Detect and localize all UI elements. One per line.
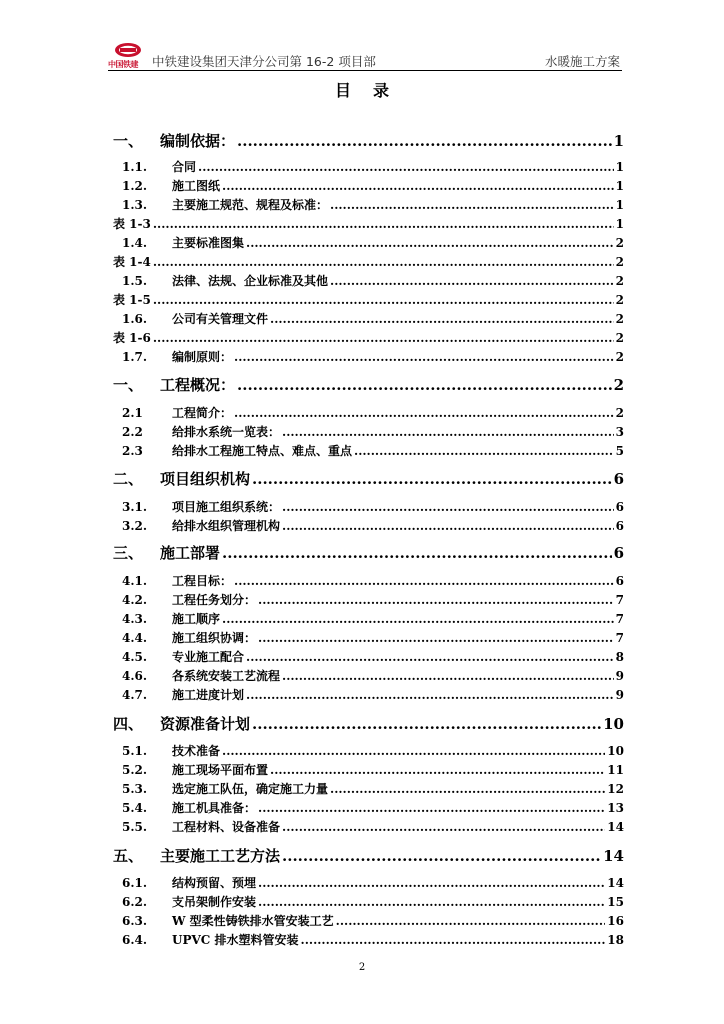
toc-leader-dots	[258, 895, 605, 909]
toc-leader-dots	[153, 255, 614, 269]
company-logo	[108, 42, 148, 70]
toc-leader-dots	[270, 312, 614, 326]
toc-entry-label: 给排水系统一览表：	[172, 425, 281, 439]
toc-entry-page: 2	[615, 236, 624, 250]
toc-entry-page: 2	[615, 293, 624, 307]
toc-entry[interactable]	[113, 196, 624, 213]
toc-entry[interactable]	[113, 742, 624, 759]
toc-entry-number: 4.6.	[122, 669, 148, 683]
toc-entry[interactable]	[113, 572, 624, 589]
toc-entry-label: 表 1-6	[113, 331, 151, 345]
toc-entry-label: W 型柔性铸铁排水管安装工艺	[172, 914, 334, 928]
toc-entry-page: 5	[615, 444, 624, 458]
toc-entry-number: 3.2.	[122, 519, 148, 533]
toc-entry-page: 14	[607, 820, 624, 834]
toc-entry-number: 4.3.	[122, 612, 148, 626]
toc-entry[interactable]	[113, 893, 624, 910]
toc-entry-page: 2	[613, 376, 624, 394]
toc-entry-page: 6	[615, 519, 624, 533]
toc-entry-page: 6	[613, 470, 624, 488]
toc-entry[interactable]	[113, 686, 624, 703]
toc-entry-number: 5.2.	[122, 763, 148, 777]
toc-entry-label: 工程简介：	[172, 406, 233, 420]
toc-entry-label: UPVC 排水塑料管安装	[172, 933, 299, 947]
page-header	[108, 40, 622, 70]
toc-entry-page: 3	[615, 425, 624, 439]
toc-leader-dots	[282, 847, 601, 865]
toc-entry[interactable]	[113, 253, 624, 270]
toc-entry-label: 表 1-3	[113, 217, 151, 231]
header-doc-title: 水暖施工方案	[544, 54, 620, 69]
toc-entry[interactable]	[113, 799, 624, 816]
toc-leader-dots	[282, 500, 614, 514]
toc-leader-dots	[270, 763, 605, 777]
toc-entry[interactable]	[113, 818, 624, 835]
toc-entry-number: 2.3	[122, 444, 143, 458]
toc-entry-page: 16	[607, 914, 624, 928]
toc-entry-label: 技术准备	[172, 744, 221, 758]
toc-entry-page: 9	[615, 669, 624, 683]
toc-entry-number: 2.2	[122, 425, 143, 439]
toc-entry-number: 1.2.	[122, 179, 148, 193]
toc-entry[interactable]	[113, 542, 624, 563]
toc-entry-page: 1	[613, 132, 624, 150]
toc-entry-number: 5.4.	[122, 801, 148, 815]
toc-entry[interactable]	[113, 713, 624, 734]
toc-leader-dots	[258, 593, 614, 607]
toc-entry-label: 结构预留、预埋	[172, 876, 257, 890]
toc-entry-label: 主要施工工艺方法	[160, 847, 281, 865]
toc-entry-page: 1	[615, 179, 624, 193]
toc-entry-number: 五、	[113, 847, 144, 865]
toc-leader-dots	[222, 744, 605, 758]
toc-entry-page: 18	[607, 933, 624, 947]
toc-entry-label: 工程目标：	[172, 574, 233, 588]
toc-entry-label: 施工部署	[160, 544, 221, 562]
toc-entry[interactable]	[113, 591, 624, 608]
toc-leader-dots	[330, 198, 614, 212]
toc-entry-label: 工程材料、设备准备	[172, 820, 281, 834]
toc-entry-page: 6	[615, 500, 624, 514]
toc-entry-label: 施工进度计划	[172, 688, 245, 702]
toc-entry[interactable]	[113, 610, 624, 627]
toc-entry-number: 一、	[113, 376, 144, 394]
toc-entry-number: 1.3.	[122, 198, 148, 212]
toc-entry-label: 主要施工规范、规程及标准：	[172, 198, 329, 212]
toc-leader-dots	[354, 444, 614, 458]
toc-entry[interactable]	[113, 845, 624, 866]
toc-entry[interactable]	[113, 329, 624, 346]
toc-entry-label: 选定施工队伍，确定施工力量	[172, 782, 329, 796]
toc-leader-dots	[258, 631, 614, 645]
toc-entry-number: 5.5.	[122, 820, 148, 834]
toc-entry-label: 施工机具准备：	[172, 801, 257, 815]
toc-entry-number: 二、	[113, 470, 144, 488]
toc-entry[interactable]	[113, 874, 624, 891]
toc-entry[interactable]	[113, 931, 624, 948]
toc-entry-label: 施工图纸	[172, 179, 221, 193]
toc-entry-number: 1.7.	[122, 350, 148, 364]
toc-entry-label: 各系统安装工艺流程	[172, 669, 281, 683]
toc-entry-page: 15	[607, 895, 624, 909]
toc-entry-number: 6.1.	[122, 876, 148, 890]
toc-leader-dots	[222, 544, 612, 562]
toc-leader-dots	[252, 715, 601, 733]
toc-entry-number: 3.1.	[122, 500, 148, 514]
logo-text: 中国铁建	[108, 60, 138, 69]
toc-leader-dots	[246, 688, 614, 702]
toc-entry-page: 10	[607, 744, 624, 758]
toc-leader-dots	[330, 782, 605, 796]
toc-entry-label: 编制依据：	[160, 132, 236, 150]
toc-entry-page: 2	[615, 255, 624, 269]
toc-entry-label: 资源准备计划	[160, 715, 251, 733]
toc-entry[interactable]	[113, 780, 624, 797]
toc-entry[interactable]	[113, 517, 624, 534]
toc-entry-number: 6.3.	[122, 914, 148, 928]
toc-entry-page: 2	[615, 312, 624, 326]
toc-entry-page: 10	[603, 715, 624, 733]
toc-entry-label: 合同	[172, 160, 197, 174]
toc-entry-page: 2	[615, 406, 624, 420]
toc-entry-number: 三、	[113, 544, 144, 562]
toc-entry-label: 公司有关管理文件	[172, 312, 269, 326]
toc-leader-dots	[282, 820, 605, 834]
toc-entry[interactable]	[113, 498, 624, 515]
toc-entry-number: 1.1.	[122, 160, 148, 174]
header-divider	[108, 70, 622, 71]
toc-leader-dots	[258, 876, 605, 890]
toc-leader-dots	[252, 470, 612, 488]
toc-entry-page: 7	[615, 593, 624, 607]
toc-entry-label: 施工组织协调：	[172, 631, 257, 645]
toc-leader-dots	[234, 574, 614, 588]
toc-entry-page: 1	[615, 160, 624, 174]
toc-entry-page: 14	[603, 847, 624, 865]
toc-entry[interactable]	[113, 404, 624, 421]
toc-entry[interactable]	[113, 423, 624, 440]
header-company: 中铁建设集团天津分公司第 16-2 项目部	[152, 54, 376, 69]
toc-entry-label: 表 1-4	[113, 255, 151, 269]
toc-entry-label: 专业施工配合	[172, 650, 245, 664]
toc-leader-dots	[198, 160, 614, 174]
toc-leader-dots	[330, 274, 614, 288]
toc-entry-page: 6	[613, 544, 624, 562]
toc-leader-dots	[258, 801, 605, 815]
toc-leader-dots	[246, 236, 614, 250]
toc-entry[interactable]	[113, 310, 624, 327]
toc-entry-number: 2.1	[122, 406, 143, 420]
toc-entry-number: 6.4.	[122, 933, 148, 947]
toc-entry-label: 工程任务划分：	[172, 593, 257, 607]
toc-entry[interactable]	[113, 158, 624, 175]
page-number: 2	[358, 962, 366, 973]
toc-leader-dots	[336, 914, 606, 928]
toc-entry-label: 主要标准图集	[172, 236, 245, 250]
toc-entry-number: 5.3.	[122, 782, 148, 796]
toc-entry-label: 施工现场平面布置	[172, 763, 269, 777]
toc-entry-page: 2	[615, 274, 624, 288]
toc-leader-dots	[237, 376, 612, 394]
toc-entry[interactable]	[113, 648, 624, 665]
toc-entry-number: 4.1.	[122, 574, 148, 588]
toc-entry[interactable]	[113, 761, 624, 778]
toc-entry-number: 4.5.	[122, 650, 148, 664]
toc-entry-number: 一、	[113, 132, 144, 150]
toc-leader-dots	[237, 132, 612, 150]
toc-entry-page: 13	[607, 801, 624, 815]
toc-leader-dots	[222, 612, 614, 626]
toc-entry-page: 1	[615, 217, 624, 231]
toc-leader-dots	[282, 669, 614, 683]
toc-leader-dots	[282, 425, 614, 439]
toc-entry-number: 4.4.	[122, 631, 148, 645]
toc-entry-label: 项目施工组织系统：	[172, 500, 281, 514]
toc-entry[interactable]	[113, 374, 624, 395]
toc-entry-label: 支吊架制作安装	[172, 895, 257, 909]
toc-entry-number: 6.2.	[122, 895, 148, 909]
toc-entry-number: 四、	[113, 715, 144, 733]
toc-entry[interactable]	[113, 291, 624, 308]
toc-leader-dots	[153, 217, 614, 231]
toc-leader-dots	[222, 179, 614, 193]
toc-entry[interactable]	[113, 667, 624, 684]
toc-leader-dots	[153, 293, 614, 307]
toc-entry-page: 11	[607, 763, 624, 777]
toc-entry[interactable]	[113, 272, 624, 289]
toc-entry[interactable]	[113, 215, 624, 232]
toc-entry-page: 8	[615, 650, 624, 664]
toc-entry-number: 1.5.	[122, 274, 148, 288]
toc-entry-label: 法律、法规、企业标准及其他	[172, 274, 329, 288]
toc-entry[interactable]	[113, 468, 624, 489]
toc-entry-number: 5.1.	[122, 744, 148, 758]
toc-entry[interactable]	[113, 234, 624, 251]
toc-entry-number: 4.2.	[122, 593, 148, 607]
toc-entry[interactable]	[113, 177, 624, 194]
toc-entry-label: 给排水组织管理机构	[172, 519, 281, 533]
toc-entry-label: 工程概况：	[160, 376, 236, 394]
toc-entry-page: 7	[615, 612, 624, 626]
crcc-logo-icon	[114, 42, 142, 58]
toc-entry-page: 9	[615, 688, 624, 702]
toc-leader-dots	[153, 331, 614, 345]
toc-title: 目录	[334, 81, 411, 100]
toc-entry-number: 1.6.	[122, 312, 148, 326]
toc-entry-label: 项目组织机构	[160, 470, 251, 488]
toc-leader-dots	[234, 406, 614, 420]
toc-entry-page: 1	[615, 198, 624, 212]
toc-entry-label: 施工顺序	[172, 612, 221, 626]
toc-entry[interactable]	[113, 629, 624, 646]
toc-leader-dots	[234, 350, 614, 364]
toc-leader-dots	[246, 650, 614, 664]
toc-entry[interactable]	[113, 442, 624, 459]
toc-entry[interactable]	[113, 130, 624, 151]
toc-leader-dots	[282, 519, 614, 533]
toc-entry-page: 14	[607, 876, 624, 890]
toc-entry-label: 给排水工程施工特点、难点、重点	[172, 444, 353, 458]
toc-entry-page: 6	[615, 574, 624, 588]
toc-entry-label: 编制原则：	[172, 350, 233, 364]
toc-entry-page: 2	[615, 331, 624, 345]
toc-entry-page: 12	[607, 782, 624, 796]
toc-entry-number: 4.7.	[122, 688, 148, 702]
toc-entry-label: 表 1-5	[113, 293, 151, 307]
toc-entry-page: 7	[615, 631, 624, 645]
toc-entry-page: 2	[615, 350, 624, 364]
toc-entry-number: 1.4.	[122, 236, 148, 250]
toc-entry[interactable]	[113, 912, 624, 929]
toc-entry[interactable]	[113, 348, 624, 365]
toc-leader-dots	[301, 933, 606, 947]
